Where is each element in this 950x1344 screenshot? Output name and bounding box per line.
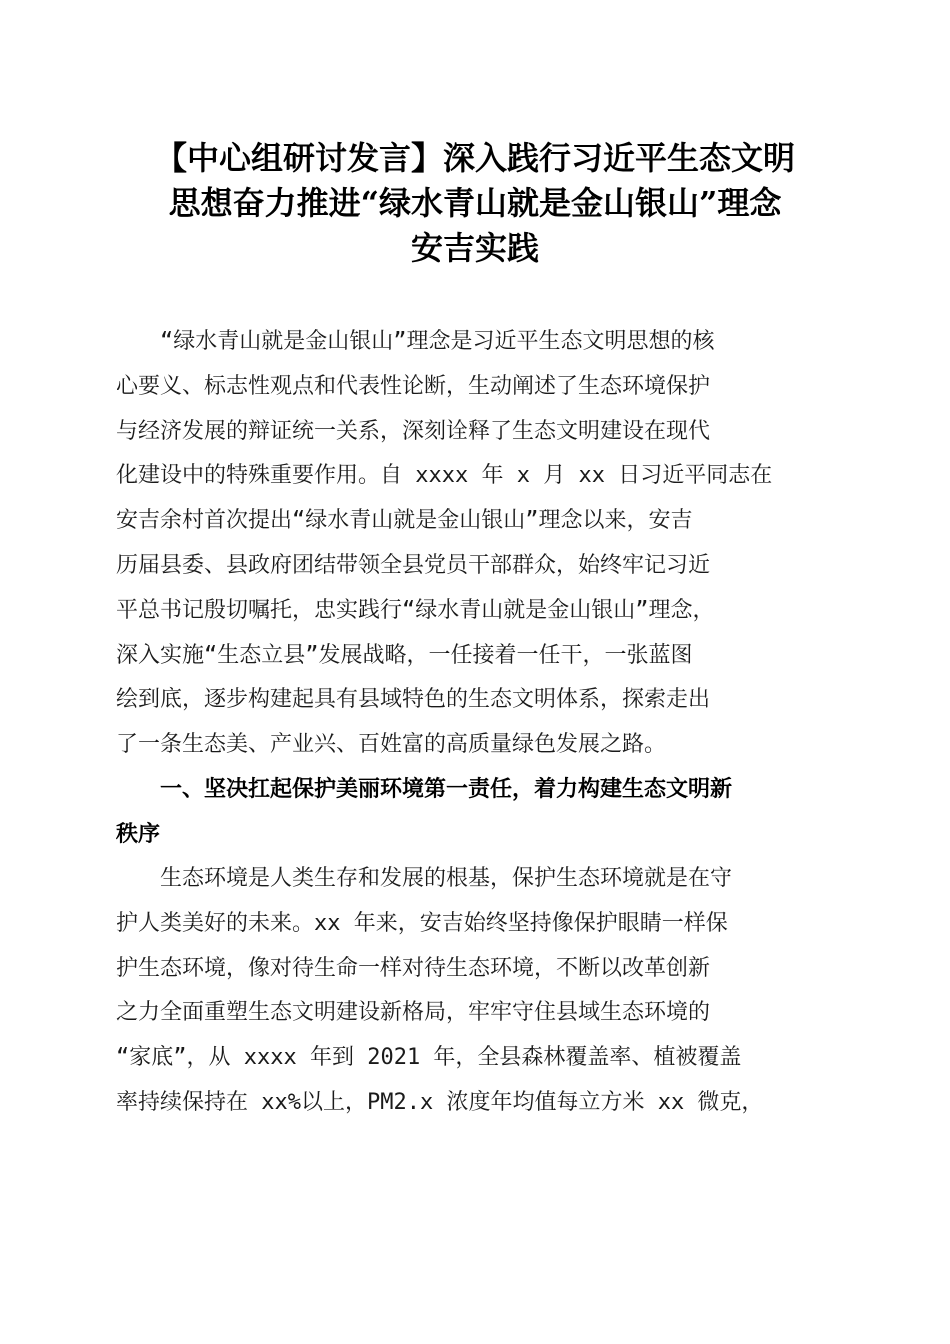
text-line: “家底”，从 xxxx 年到 2021 年，全县森林覆盖率、植被覆盖: [116, 1045, 742, 1071]
text-line: 平总书记殷切嘱托，忠实践行“绿水青山就是金山银山”理念，: [116, 597, 715, 623]
section-heading: [116, 768, 836, 858]
text-line: 护人类美好的未来。xx 年来，安吉始终坚持像保护眼睛一样保: [116, 910, 728, 936]
text-line: 了一条生态美、产业兴、百姓富的高质量绿色发展之路。: [116, 732, 667, 758]
text-line: 与经济发展的辩证统一关系，深刻诠释了生态文明建设在现代: [116, 418, 711, 444]
text-line: 生态环境是人类生存和发展的根基，保护生态环境就是在守: [116, 866, 733, 891]
text-line: “绿水青山就是金山银山”理念是习近平生态文明思想的核: [116, 329, 715, 354]
text-line: 护生态环境，像对待生命一样对待生态环境，不断以改革创新: [116, 955, 711, 981]
text-line: 深入实施“生态立县”发展战略，一任接着一任干，一张蓝图: [116, 642, 693, 668]
text-line: 安吉余村首次提出“绿水青山就是金山银山”理念以来，安吉: [116, 508, 693, 534]
text-line: 历届县委、县政府团结带领全县党员干部群众，始终牢记习近: [116, 552, 711, 578]
text-line: 心要义、标志性观点和代表性论断，生动阐述了生态环境保护: [116, 373, 711, 399]
section-paragraph: [116, 857, 836, 1126]
text-line: 化建设中的特殊重要作用。自 xxxx 年 x 月 xx 日习近平同志在: [116, 463, 773, 489]
title-line: 思想奋力推进“绿水青山就是金山银山”理念: [168, 184, 782, 222]
title-line: 【中心组研讨发言】深入践行习近平生态文明: [154, 139, 795, 177]
document-title: [110, 136, 840, 271]
intro-paragraph: [116, 320, 836, 768]
heading-line: 一、坚决扛起保护美丽环境第一责任，着力构建生态文明新: [116, 777, 733, 802]
text-line: 绘到底，逐步构建起具有县域特色的生态文明体系，探索走出: [116, 687, 711, 713]
title-line: 安吉实践: [410, 229, 539, 267]
text-line: 率持续保持在 xx%以上，PM2.x 浓度年均值每立方米 xx 微克，: [116, 1089, 764, 1115]
text-line: 之力全面重塑生态文明建设新格局，牢牢守住县域生态环境的: [116, 1000, 711, 1026]
heading-line: 秩序: [116, 821, 161, 847]
